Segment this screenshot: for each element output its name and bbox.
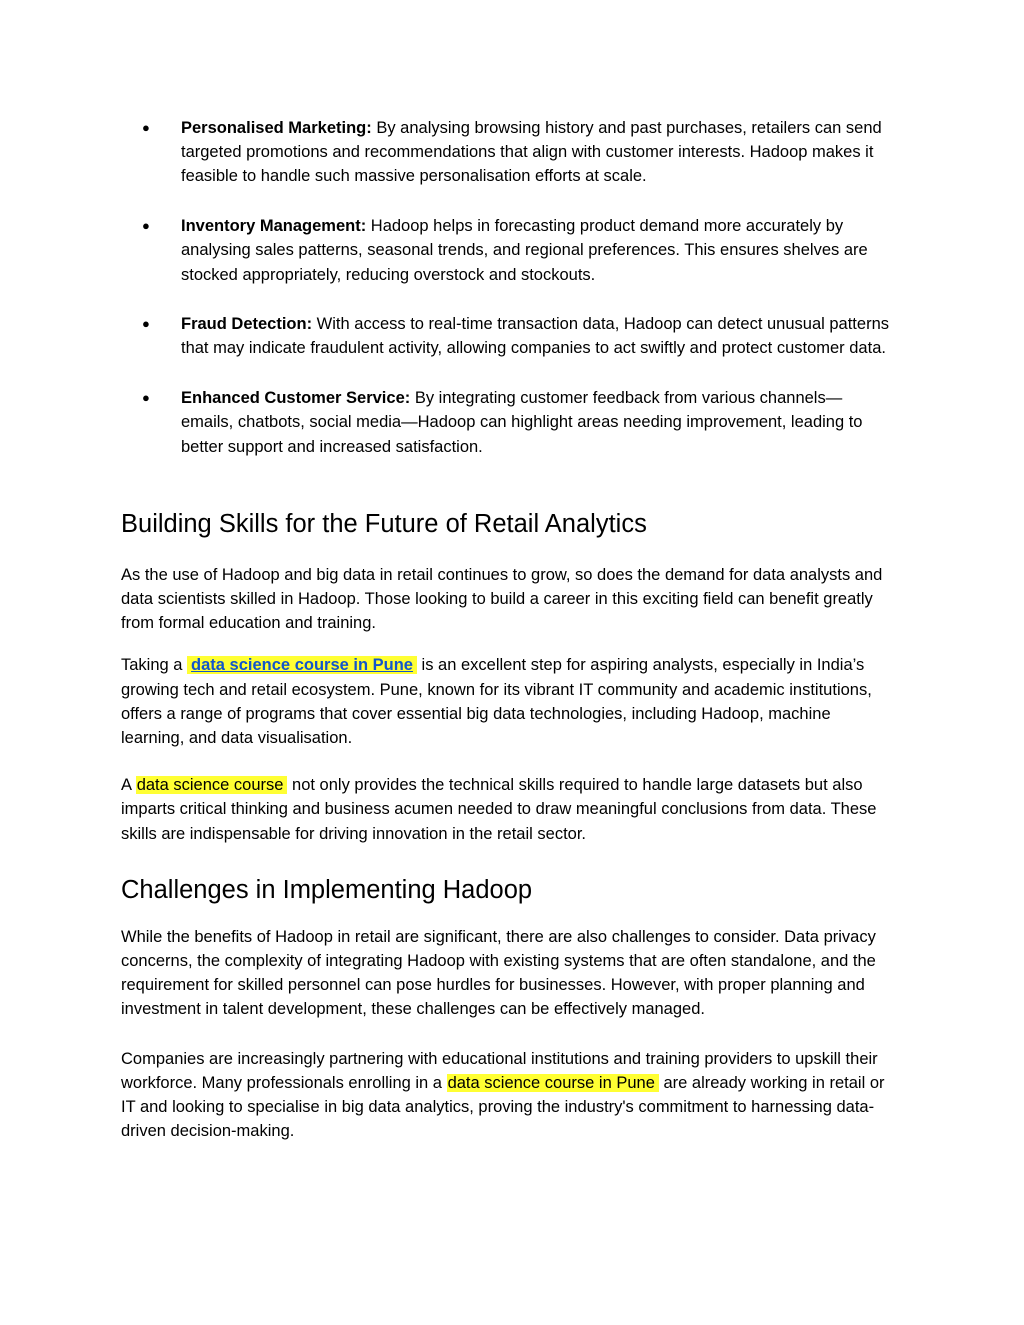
list-item-title: Inventory Management: — [181, 217, 367, 236]
paragraph — [121, 653, 893, 750]
bullet-icon: ● — [142, 120, 150, 135]
paragraph: While the benefits of Hadoop in retail are significant, there are also challenges to consider. Data privacy concerns, the complexity of integrating Hadoop with existing systems that are often standalone, and the requirement for skilled personnel can pose hurdles for businesses. However, with proper planning and investment in talent development, these challenges can be effectively managed. — [121, 927, 876, 1019]
list-item-title: Enhanced Customer Service: — [181, 389, 411, 408]
list-item-text: By analysing browsing history and past purchases, retailers can send targeted promotions and recommendations that align with customer interests. Hadoop makes it feasible to handle such massive personalisation efforts at scale. — [181, 119, 882, 186]
bullet-icon: ● — [142, 218, 150, 234]
paragraph-text: not only provides the technical skills required to handle large datasets but also imparts critical thinking and business acumen needed to draw meaningful conclusions from data. These skills are indispensable for driving innovation in the retail sector. — [121, 776, 877, 843]
paragraph: As the use of Hadoop and big data in retail continues to grow, so does the demand for data analysts and data scientists skilled in Hadoop. Those looking to build a career in this exciting field can benefit greatly from formal education and training. — [121, 565, 883, 633]
paragraph-text: is an excellent step for aspiring analysts, especially in India’s growing tech and retail ecosystem. Pune, known for its vibrant IT community and academic institutions, offers a range of programs that cover essential big data technologies, including Hadoop, machine learning, and data visualisation. — [121, 656, 872, 747]
list-item — [121, 116, 893, 189]
paragraph-text: Companies are increasingly partnering with educational institutions and training providers to upskill their workforce. Many professionals enrolling in a — [121, 1049, 878, 1092]
section-heading-skills: Building Skills for the Future of Retail Analytics — [121, 509, 647, 538]
paragraph — [121, 1047, 893, 1144]
list-item-text: By integrating customer feedback from various channels—emails, chatbots, social media—Hadoop can highlight areas needing improvement, leading to better support and increased satisfaction. — [181, 389, 863, 456]
paragraph-text: are already working in retail or IT and looking to specialise in big data analytics, proving the industry's commitment to harnessing data-driven decision-making. — [121, 1073, 885, 1141]
list-item-title: Personalised Marketing: — [181, 119, 372, 137]
course-link[interactable]: data science course in Pune — [187, 656, 417, 674]
list-item-title: Fraud Detection: — [181, 315, 313, 334]
document-page — [121, 116, 893, 1143]
bullet-icon: ● — [142, 316, 150, 332]
list-item-text: Hadoop helps in forecasting product demand more accurately by analysing sales patterns, seasonal trends, and regional preferences. This ensures shelves are stocked appropriately, reducing overstock and stockouts. — [181, 217, 868, 284]
list-item-text: With access to real-time transaction data, Hadoop can detect unusual patterns that may indicate fraudulent activity, allowing companies to act swiftly and protect customer data. — [181, 315, 889, 358]
section-heading-challenges: Challenges in Implementing Hadoop — [121, 875, 533, 904]
paragraph-text: A — [121, 776, 136, 795]
highlighted-text: data science course — [136, 776, 288, 794]
paragraph — [121, 773, 893, 846]
benefits-list — [121, 116, 893, 459]
paragraph-text: Taking a — [121, 656, 188, 675]
list-item — [121, 214, 893, 287]
list-item — [121, 386, 893, 459]
highlighted-text: data science course in Pune — [447, 1074, 659, 1092]
list-item — [121, 312, 893, 360]
bullet-icon: ● — [142, 390, 150, 406]
